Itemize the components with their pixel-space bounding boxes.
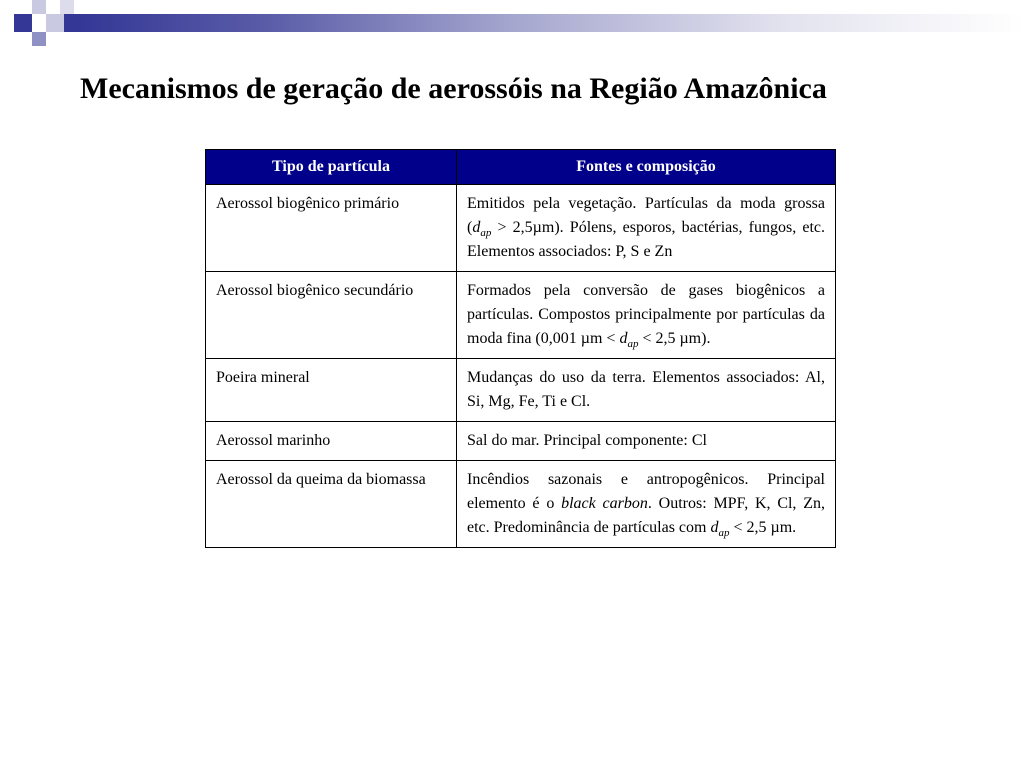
source-text: Formados pela conversão de gases biogênicos a partículas. Compostos principalmente por partículas da moda fina (0,001 µm < [467, 282, 825, 347]
table-header-row [206, 150, 836, 185]
cell-particle-type: Aerossol biogênico secundário [206, 272, 457, 359]
diameter-subscript: ap [627, 338, 639, 350]
table-row [206, 272, 836, 359]
source-text: > 2,5µm). Pólens, esporos, bactérias, fungos, etc. Elementos associados: P, S e Zn [467, 219, 825, 260]
cell-particle-type: Aerossol biogênico primário [206, 185, 457, 272]
cell-particle-type: Aerossol marinho [206, 422, 457, 461]
header-gradient-bar [78, 14, 1024, 32]
decor-square [32, 32, 46, 46]
page-title: Mecanismos de geração de aerossóis na Região Amazônica [80, 72, 827, 105]
cell-source [457, 272, 836, 359]
cell-source: Sal do mar. Principal componente: Cl [457, 422, 836, 461]
cell-source: Mudanças do uso da terra. Elementos associados: Al, Si, Mg, Fe, Ti e Cl. [457, 359, 836, 422]
source-text: Emitidos pela vegetação. Partículas da moda grossa ( [467, 195, 825, 236]
decor-square [32, 0, 46, 14]
table-row [206, 185, 836, 272]
aerosol-table [205, 149, 836, 548]
decor-square [64, 14, 78, 32]
table-row [206, 461, 836, 548]
source-text: < 2,5 µm. [729, 519, 797, 536]
diameter-symbol: d [710, 519, 719, 536]
source-text: Incêndios sazonais e antropogênicos. Principal elemento é o [467, 471, 825, 512]
decor-square [60, 0, 74, 14]
cell-source [457, 185, 836, 272]
header-particle-type: Tipo de partícula [206, 150, 457, 185]
diameter-symbol: d [472, 219, 481, 236]
source-text: . Outros: MPF, K, Cl, Zn, etc. Predominância de partículas com [467, 495, 825, 536]
cell-source [457, 461, 836, 548]
diameter-symbol: d [619, 330, 628, 347]
table-row [206, 422, 836, 461]
diameter-subscript: ap [718, 527, 730, 539]
header-decoration [0, 0, 1024, 60]
header-sources: Fontes e composição [457, 150, 836, 185]
decor-square [14, 14, 32, 32]
source-text: < 2,5 µm). [638, 330, 711, 347]
cell-particle-type: Aerossol da queima da biomassa [206, 461, 457, 548]
black-carbon-term: black carbon [561, 495, 648, 512]
diameter-subscript: ap [480, 227, 492, 239]
cell-particle-type: Poeira mineral [206, 359, 457, 422]
decor-square [46, 14, 64, 32]
table-row [206, 359, 836, 422]
